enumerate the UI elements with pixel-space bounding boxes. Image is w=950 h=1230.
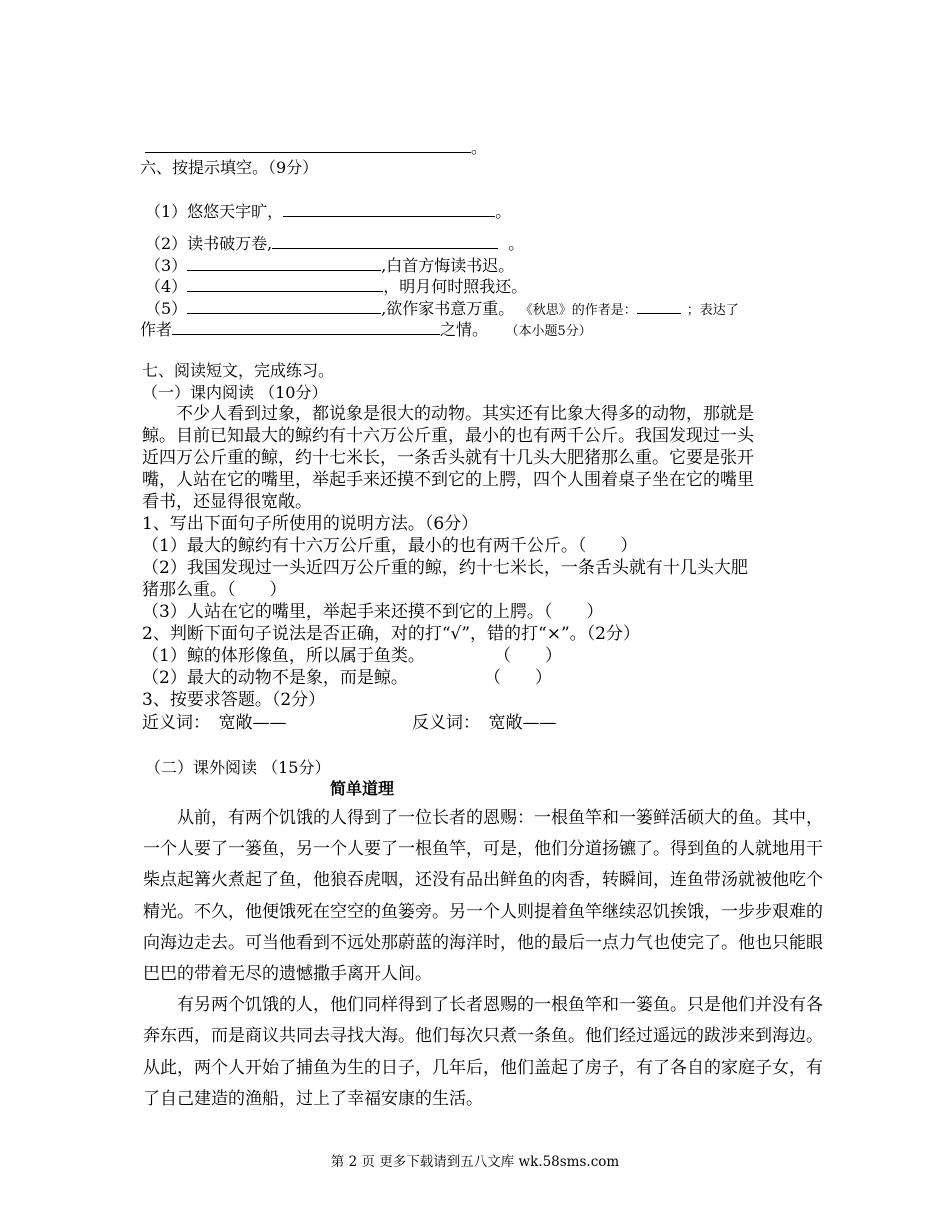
section6-item-5-line2: 作者 之情。 （本小题5分） xyxy=(140,320,592,339)
passage-line: 看书，还显得很宽敞。 xyxy=(142,492,312,512)
q1-item: 猪那么重。（ ） xyxy=(142,580,287,600)
q3-synonym: 近义词： 宽敞—— xyxy=(142,713,287,733)
passage-line: 嘴，人站在它的嘴里，举起手来还摸不到它的上腭，四个人围着桌子坐在它的嘴里 xyxy=(142,470,754,490)
period: 。 xyxy=(471,138,488,157)
passage-line: 鲸。目前已知最大的鲸约有十六万公斤重，最小的也有两千公斤。我国发现过一头 xyxy=(142,426,754,446)
q1-title: 1、写出下面句子所使用的说明方法。（6分） xyxy=(142,514,479,534)
q2-title: 2、判断下面句子说法是否正确，对的打“√”，错的打“×”。（2分） xyxy=(142,624,640,644)
q3-title: 3、按要求答题。（2分） xyxy=(142,690,326,710)
section6-item-5: （5） ,欲作家书意万重。 《秋思》的作者是： ；表达了 xyxy=(145,299,739,318)
top-answer-line xyxy=(145,136,487,159)
section6-item-1: （1）悠悠天宇旷， 。 xyxy=(145,202,512,221)
story-paragraph: 从前，有两个饥饿的人得到了一位长者的恩赐：一根鱼竿和一篓鲜活硕大的鱼。其中，一个人要了一篓鱼，另一个人要了一根鱼竿，可是，他们分道扬镳了。得到鱼的人就地用干柴点起篝火煮起了鱼，他狼吞虎咽，还没有品出鲜鱼的肉香，转瞬间，连鱼带汤就被他吃个精光。不久，他便饿死在空空的鱼篓旁。另一个人则提着鱼竿继续忍饥挨饿，一步步艰难的向海边走去。可当他看到不远处那蔚蓝的海洋时，他的最后一点力气也使完了。他也只能眼巴巴的带着无尽的遗憾撒手离开人间。 xyxy=(143,808,823,985)
section6-item-3: （3） ,白首方悔读书迟。 xyxy=(145,256,515,275)
fill-blank xyxy=(187,254,381,271)
section6-title: 六、按提示填空。（9分） xyxy=(140,158,319,177)
q2-paren: （ ） xyxy=(484,668,552,688)
fill-blank xyxy=(187,297,381,314)
passage-line: 近四万公斤重的鲸，约十七米长，一条舌头就有十几头大肥猪那么重。它要是张开 xyxy=(142,448,754,468)
fill-blank xyxy=(637,297,681,314)
story-title: 简单道理 xyxy=(330,779,395,798)
q2-item: （1）鲸的体形像鱼，所以属于鱼类。 xyxy=(142,646,425,666)
section7-title: 七、阅读短文，完成练习。 xyxy=(142,361,335,380)
q3-antonym: 反义词： 宽敞—— xyxy=(412,713,557,733)
fill-blank xyxy=(283,200,495,217)
fill-blank xyxy=(172,318,440,335)
q1-item: （3）人站在它的嘴里，举起手来还摸不到它的上腭。（ ） xyxy=(142,602,604,622)
section6-item-2: （2）读书破万卷, 。 xyxy=(145,234,525,253)
fill-blank xyxy=(272,232,498,249)
part2-title: （二）课外阅读 （15分） xyxy=(145,758,331,777)
q1-item: （2）我国发现过一头近四万公斤重的鲸，约十七米长，一条舌头就有十几头大肥 xyxy=(142,558,748,578)
blank-line xyxy=(145,136,471,153)
part1-title: （一）课内阅读 （10分） xyxy=(142,383,328,402)
section6-item-4: （4） ，明月何时照我还。 xyxy=(145,277,528,296)
passage-line: 不少人看到过象，都说象是很大的动物。其实还有比象大得多的动物，那就是 xyxy=(176,404,754,424)
page-footer: 第 2 页 更多下载请到五八文库 wk.58sms.com xyxy=(330,1154,620,1170)
story-paragraph: 有另两个饥饿的人，他们同样得到了长者恩赐的一根鱼竿和一篓鱼。只是他们并没有各奔东西，而是商议共同去寻找大海。他们每次只煮一条鱼。他们经过遥远的跋涉来到海边。从此，两个人开始了捕鱼为生的日子，几年后，他们盖起了房子，有了各自的家庭子女，有了自己建造的渔船，过上了幸福安康的生活。 xyxy=(143,995,823,1109)
story-body xyxy=(143,803,823,1115)
fill-blank xyxy=(187,275,383,292)
q2-item: （2）最大的动物不是象，而是鲸。 xyxy=(142,668,408,688)
q1-item: （1）最大的鲸约有十六万公斤重，最小的也有两千公斤。（ ） xyxy=(142,536,638,556)
q2-paren: （ ） xyxy=(494,646,562,666)
